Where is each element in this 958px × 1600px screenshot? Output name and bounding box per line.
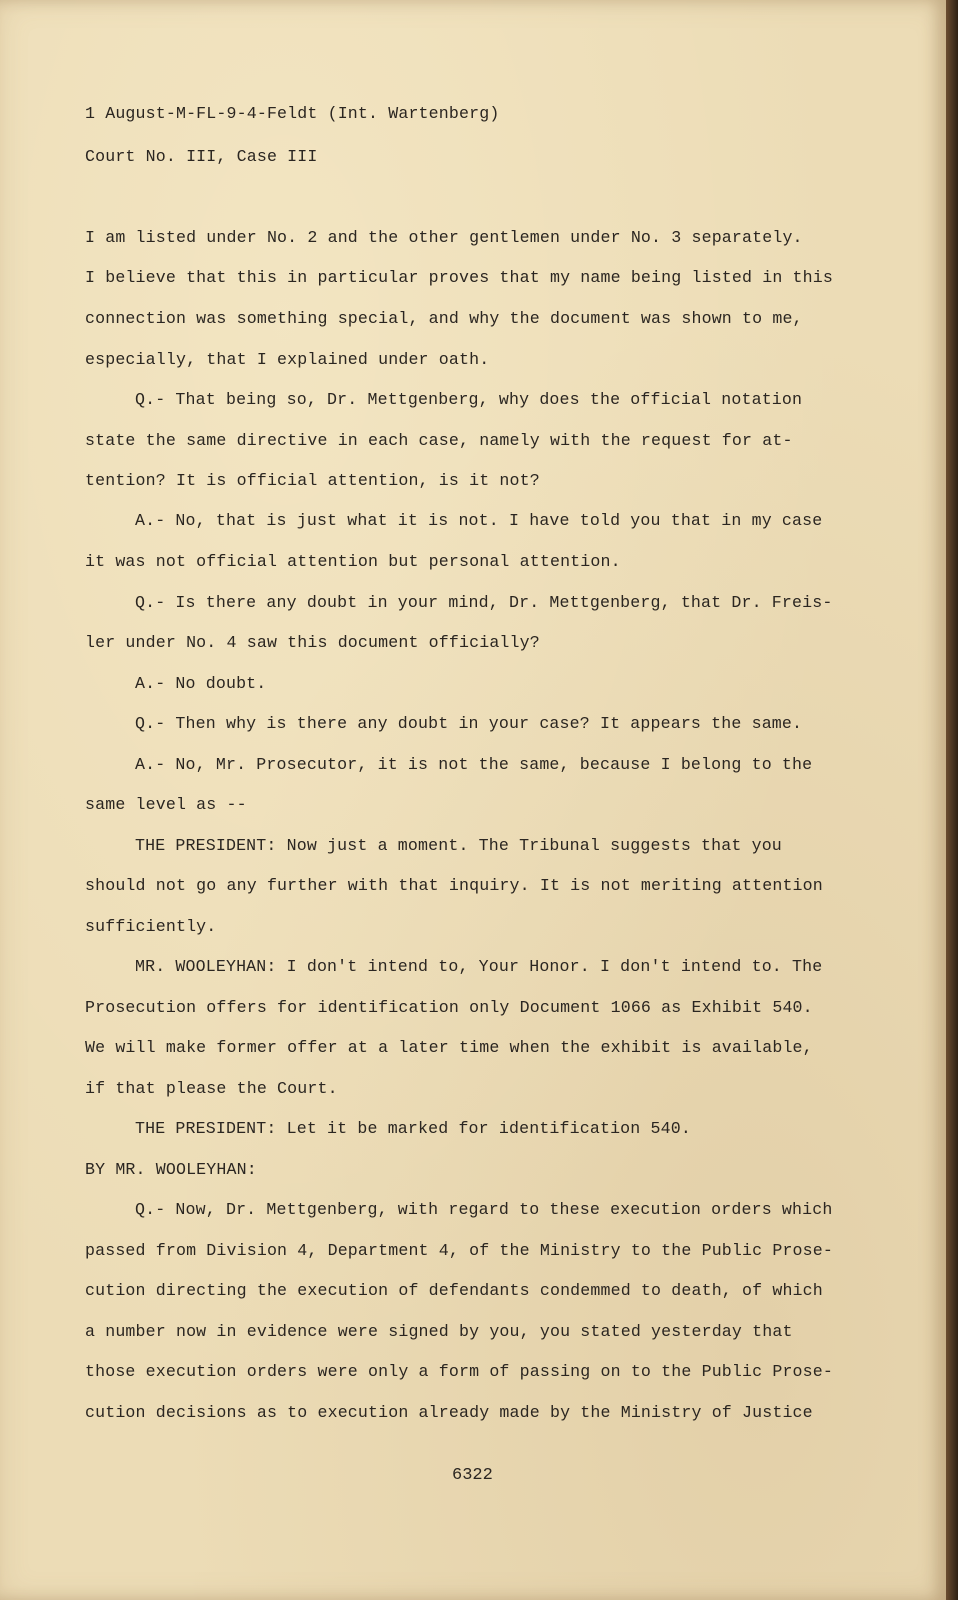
text-line: I am listed under No. 2 and the other gentlemen under No. 3 separately. [85,228,803,247]
text-line: I believe that this in particular proves that my name being listed in this [85,268,833,287]
text-line: sufficiently. [85,917,217,936]
text-line: connection was something special, and why the document was shown to me, [85,309,803,328]
text-line: MR. WOOLEYHAN: I don't intend to, Your Honor. I don't intend to. The [135,957,823,976]
text-line: THE PRESIDENT: Let it be marked for identification 540. [135,1119,691,1138]
text-line: especially, that I explained under oath. [85,350,490,369]
text-line: should not go any further with that inquiry. It is not meriting attention [85,876,823,895]
text-line: We will make former offer at a later time when the exhibit is available, [85,1038,813,1057]
text-line: Prosecution offers for identification only Document 1066 as Exhibit 540. [85,998,813,1017]
text-line: A.- No, that is just what it is not. I have told you that in my case [135,511,823,530]
text-line: cution decisions as to execution already made by the Ministry of Justice [85,1403,813,1422]
text-line: a number now in evidence were signed by you, you stated yesterday that [85,1322,793,1341]
text-line: same level as -- [85,795,247,814]
text-line: Q.- Now, Dr. Mettgenberg, with regard to these execution orders which [135,1200,833,1219]
text-line: cution directing the execution of defendants condemmed to death, of which [85,1281,823,1300]
text-line: those execution orders were only a form of passing on to the Public Prose- [85,1362,833,1381]
text-line: Q.- Is there any doubt in your mind, Dr. Mettgenberg, that Dr. Freis- [135,593,833,612]
page-number: 6322 [452,1466,493,1485]
text-line: passed from Division 4, Department 4, of the Ministry to the Public Prose- [85,1241,833,1260]
text-line: it was not official attention but personal attention. [85,552,621,571]
text-line: Q.- That being so, Dr. Mettgenberg, why does the official notation [135,390,803,409]
text-line: A.- No doubt. [135,674,267,693]
text-line: state the same directive in each case, namely with the request for at- [85,431,793,450]
text-line: if that please the Court. [85,1079,338,1098]
text-line: ler under No. 4 saw this document officially? [85,633,540,652]
page-edge [946,0,958,1600]
text-line: THE PRESIDENT: Now just a moment. The Tribunal suggests that you [135,836,782,855]
text-line: tention? It is official attention, is it not? [85,471,540,490]
text-line: A.- No, Mr. Prosecutor, it is not the same, because I belong to the [135,755,813,774]
header-line-1: 1 August-M-FL-9-4-Feldt (Int. Wartenberg) [85,104,500,123]
text-line: BY MR. WOOLEYHAN: [85,1160,257,1179]
header-line-2: Court No. III, Case III [85,147,318,166]
text-line: Q.- Then why is there any doubt in your case? It appears the same. [135,714,803,733]
